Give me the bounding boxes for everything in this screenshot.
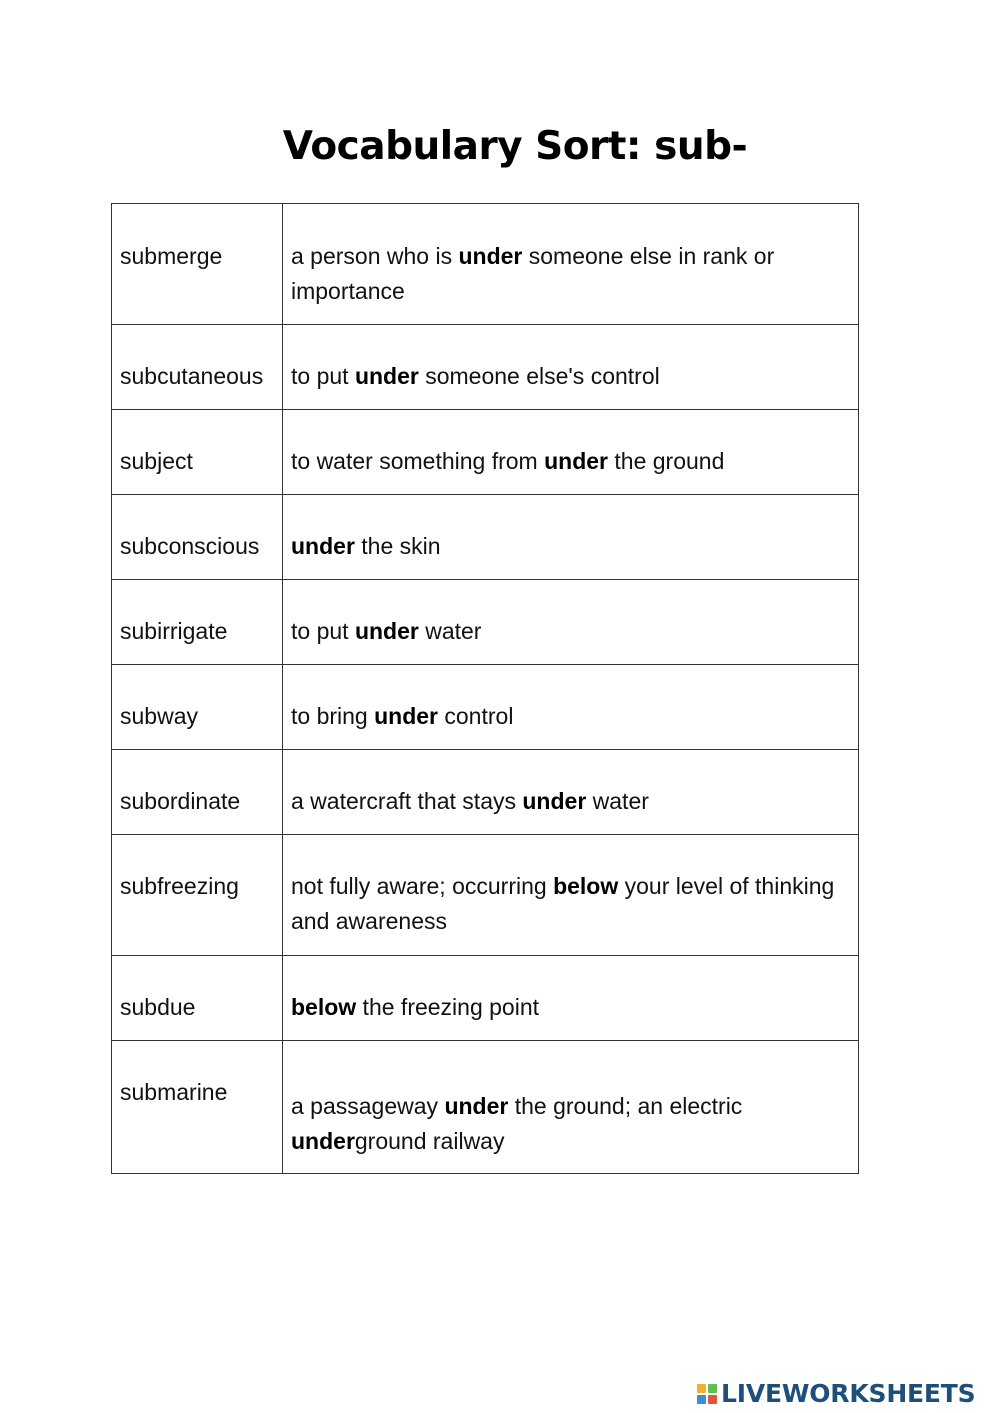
vocab-definition xyxy=(283,1041,859,1174)
definition-keyword: under xyxy=(291,533,355,559)
vocab-definition xyxy=(283,956,859,1041)
definition-text: control xyxy=(438,703,514,729)
definition-keyword: under xyxy=(444,1093,509,1119)
definition-keyword: below xyxy=(553,873,619,899)
vocab-word: subirrigate xyxy=(112,580,283,665)
definition-text: someone else's control xyxy=(418,363,660,389)
liveworksheets-logo-icon xyxy=(697,1384,717,1404)
table-row xyxy=(112,204,859,325)
definition-text: a watercraft that stays xyxy=(291,788,523,814)
vocab-word: subcutaneous xyxy=(112,325,283,410)
vocab-definition xyxy=(283,665,859,750)
definition-text: the ground; an electric xyxy=(508,1093,743,1119)
definition-text: a passageway xyxy=(291,1093,445,1119)
definition-keyword: under xyxy=(522,788,587,814)
table-row xyxy=(112,750,859,835)
vocab-word: subconscious xyxy=(112,495,283,580)
definition-text: to put xyxy=(291,618,355,644)
vocab-definition xyxy=(283,580,859,665)
vocab-definition xyxy=(283,750,859,835)
definition-text: someone else in rank or importance xyxy=(291,243,775,304)
definition-text: water xyxy=(418,618,482,644)
definition-text: the ground xyxy=(608,448,725,474)
definition-keyword: under xyxy=(458,243,523,269)
table-row xyxy=(112,665,859,750)
vocab-definition xyxy=(283,410,859,495)
definition-text: a person who is xyxy=(291,243,459,269)
brand-name: LIVEWORKSHEETS xyxy=(721,1379,976,1408)
vocab-definition xyxy=(283,495,859,580)
definition-text: not fully aware; occurring xyxy=(291,873,554,899)
vocab-word: submerge xyxy=(112,204,283,325)
definition-text: the freezing point xyxy=(356,994,540,1020)
vocab-definition xyxy=(283,325,859,410)
vocab-definition xyxy=(283,204,859,325)
definition-text: to bring xyxy=(291,703,375,729)
table-row xyxy=(112,495,859,580)
definition-keyword: under xyxy=(544,448,608,474)
vocab-word: subdue xyxy=(112,956,283,1041)
vocab-definition xyxy=(283,835,859,956)
table-row xyxy=(112,325,859,410)
definition-text: ground railway xyxy=(354,1128,505,1154)
definition-keyword: under xyxy=(354,363,419,389)
definition-text: to water something from xyxy=(291,448,545,474)
definition-keyword: under xyxy=(374,703,438,729)
table-row xyxy=(112,956,859,1041)
definition-text: to put xyxy=(291,363,355,389)
vocab-word: subfreezing xyxy=(112,835,283,956)
vocab-word: subordinate xyxy=(112,750,283,835)
definition-text: the skin xyxy=(354,533,441,559)
definition-keyword: under xyxy=(291,1128,355,1154)
vocab-word: subject xyxy=(112,410,283,495)
vocab-word: submarine xyxy=(112,1041,283,1174)
table-row xyxy=(112,410,859,495)
page-title: Vocabulary Sort: sub- xyxy=(282,124,748,169)
vocabulary-table xyxy=(111,203,859,1174)
definition-keyword: under xyxy=(354,618,419,644)
table-row xyxy=(112,1041,859,1174)
liveworksheets-logo xyxy=(697,1379,975,1408)
table-row xyxy=(112,580,859,665)
vocab-word: subway xyxy=(112,665,283,750)
definition-text: water xyxy=(586,788,649,814)
definition-text: your level of thinking and awareness xyxy=(291,873,835,934)
table-row xyxy=(112,835,859,956)
definition-keyword: below xyxy=(291,994,357,1020)
